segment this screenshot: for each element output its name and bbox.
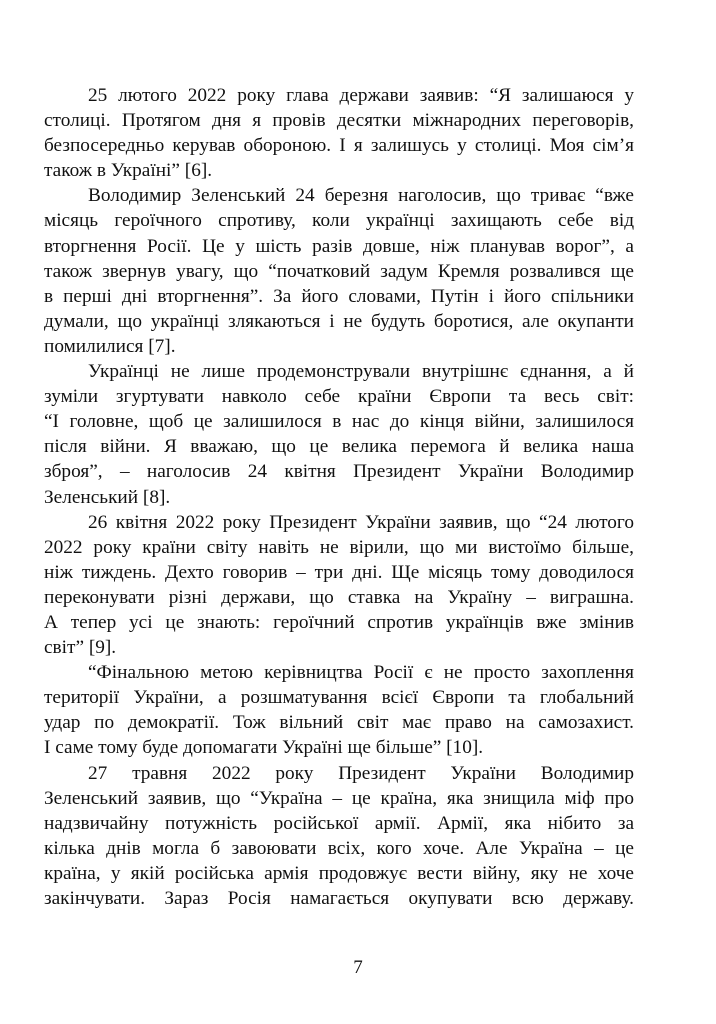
text-line: кілька днів могла б завоювати всіх, кого хоче. Але Україна – це xyxy=(44,837,634,859)
paragraph-1 xyxy=(44,83,634,183)
document-page xyxy=(44,83,634,911)
text-line: світ” [9]. xyxy=(44,637,117,659)
text-line: 27 травня 2022 року Президент України Володимир xyxy=(88,762,634,784)
text-line: удар по демократії. Тож вільний світ має право на самозахист. xyxy=(44,712,634,734)
text-line: переконувати різні держави, що ставка на Україну – виграшна. xyxy=(44,586,634,608)
text-line: 25 лютого 2022 року глава держави заявив: “Я залишаюся у xyxy=(88,85,634,106)
text-line: Володимир Зеленський 24 березня наголосив, що триває “вже xyxy=(88,185,634,207)
text-line: “І головне, щоб це залишилося в нас до кінця війни, залишилося xyxy=(44,411,634,433)
paragraph-4 xyxy=(44,510,634,661)
text-line: також звернув увагу, що “початковий задум Кремля розвалився ще xyxy=(44,260,634,282)
paragraph-2 xyxy=(44,183,634,359)
text-line: території України, а розшматування всієї Європи та глобальний xyxy=(44,687,634,709)
text-line: в перші дні вторгнення”. За його словами, Путін і його спільники xyxy=(44,285,634,307)
text-line: 26 квітня 2022 року Президент України заявив, що “24 лютого xyxy=(88,511,634,533)
text-line: Зеленський [8]. xyxy=(44,486,171,508)
text-line: надзвичайну потужність російської армії. Армії, яка нібито за xyxy=(44,812,634,834)
text-line: І саме тому буде допомагати Україні ще більше” [10]. xyxy=(44,737,484,759)
text-line: після війни. Я вважаю, що це велика перемога й велика наша xyxy=(44,436,634,458)
text-line: столиці. Протягом дня я провів десятки міжнародних переговорів, xyxy=(44,110,634,132)
text-line: думали, що українці злякаються і не будуть боротися, але окупанти xyxy=(44,310,634,332)
text-line: ніж тиждень. Дехто говорив – три дні. Ще місяць тому доводилося xyxy=(44,561,634,583)
text-line: Українці не лише продемонстрували внутрішнє єднання, а й xyxy=(88,361,634,383)
paragraph-3 xyxy=(44,359,634,510)
page-number: 7 xyxy=(353,957,363,978)
text-line: також в Україні” [6]. xyxy=(44,160,213,182)
text-line: А тепер усі це знають: героїчний спротив українців вже змінив xyxy=(44,611,634,633)
text-line: 2022 року країни світу навіть не вірили, що ми вистоїмо більше, xyxy=(44,536,634,558)
paragraph-5 xyxy=(44,660,634,760)
text-line: зброя”, – наголосив 24 квітня Президент України Володимир xyxy=(44,461,634,483)
text-line: місяць героїчного спротиву, коли українці захищають себе від xyxy=(44,210,634,232)
text-line: вторгнення Росії. Це у шість разів довше, ніж планував ворог”, а xyxy=(44,235,634,257)
text-line: закінчувати. Зараз Росія намагається окупувати всю державу. xyxy=(44,888,634,909)
text-line: “Фінальною метою керівництва Росії є не просто захоплення xyxy=(88,662,634,684)
text-line: помилилися [7]. xyxy=(44,335,176,357)
text-line: країна, у якій російська армія продовжує вести війну, яку не хоче xyxy=(44,862,634,884)
paragraph-6 xyxy=(44,761,634,912)
text-line: Зеленський заявив, що “Україна – це країна, яка знищила міф про xyxy=(44,787,634,809)
text-line: безпосередньо керував обороною. І я залишусь у столиці. Моя сім’я xyxy=(44,135,634,157)
text-line: зуміли згуртувати навколо себе країни Європи та весь світ: xyxy=(44,386,634,408)
